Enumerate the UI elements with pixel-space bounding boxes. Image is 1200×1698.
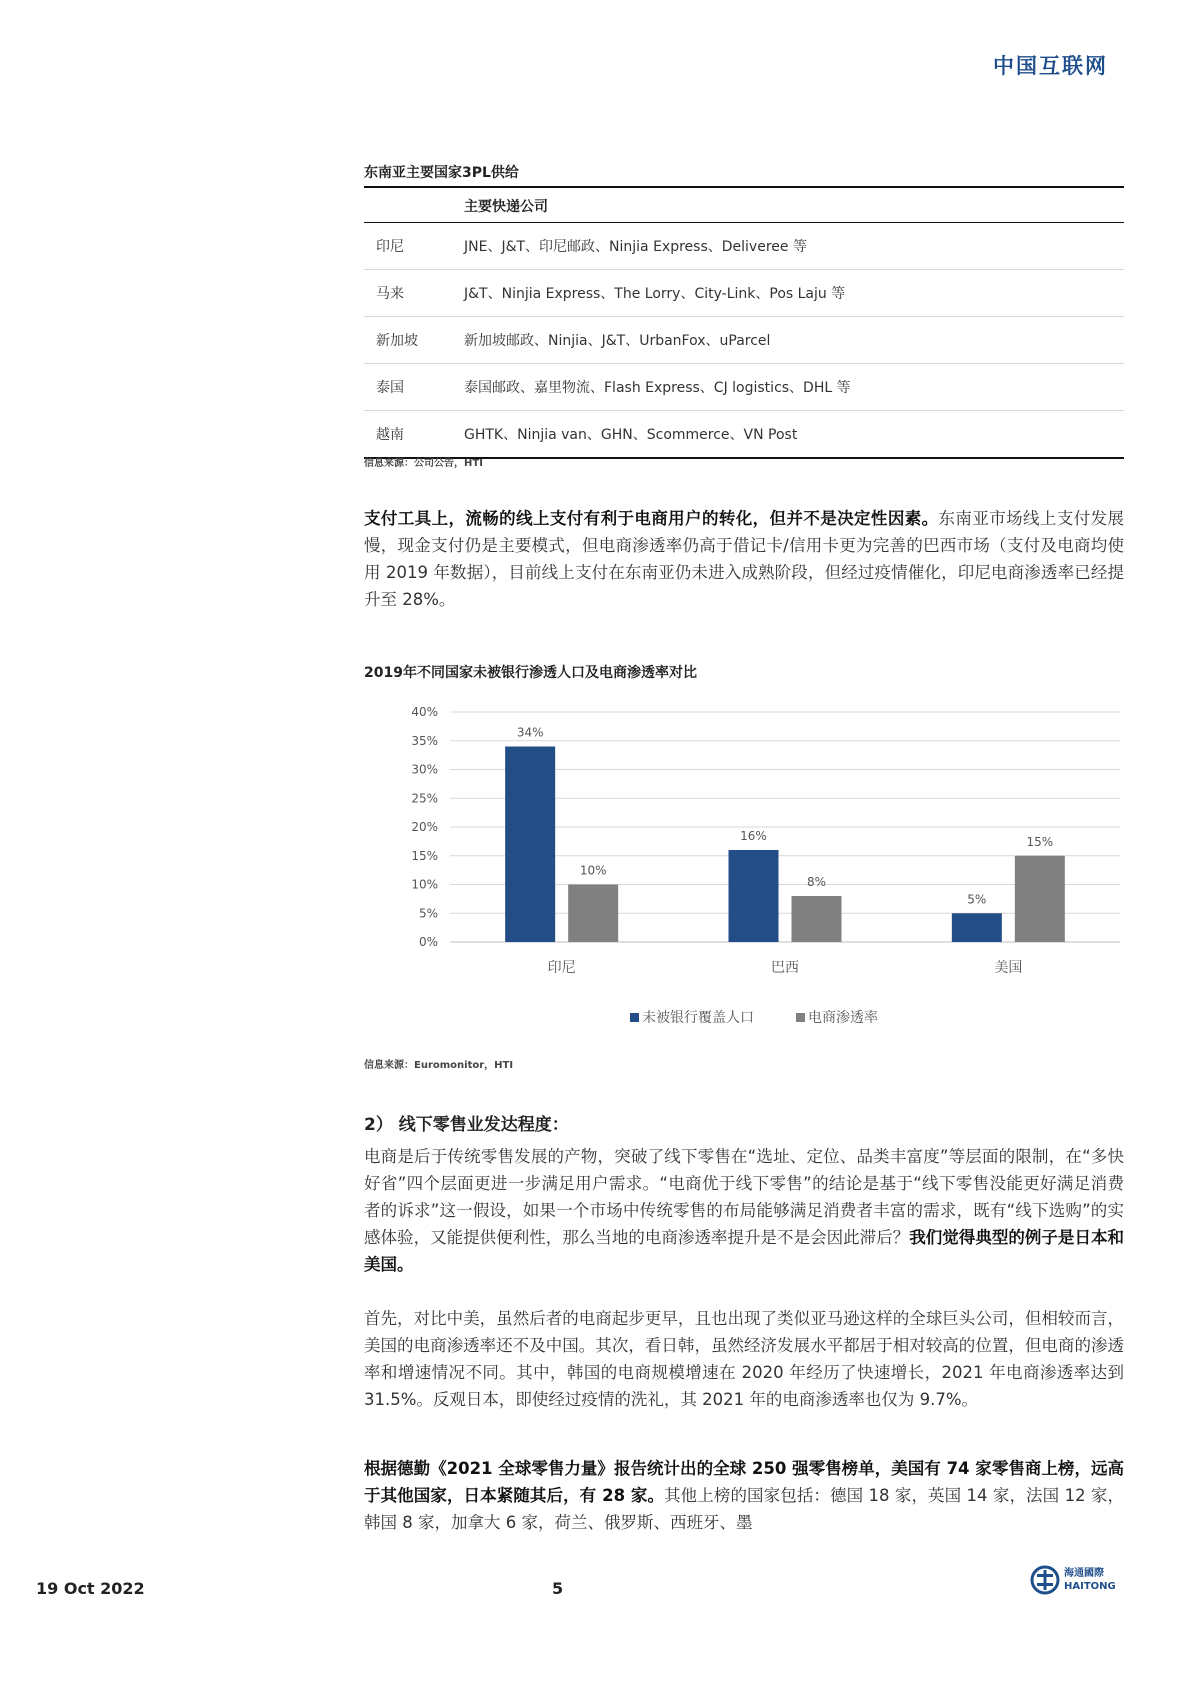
bar xyxy=(952,913,1002,942)
data-label: 10% xyxy=(579,863,607,878)
table-row xyxy=(364,270,1124,317)
paragraph-offline-retail-bold: 我们觉得典型的例子是日本和美国。 xyxy=(364,1228,1125,1274)
table-source: 信息来源：公司公告，HTI xyxy=(364,458,483,469)
paragraph-deloitte-bold: 根据德勤《2021 全球零售力量》报告统计出的全球 250 强零售榜单，美国有 74 家零售商上榜，远高于其他国家，日本紧随其后，有 28 家。 xyxy=(364,1459,1124,1505)
table-row xyxy=(364,223,1124,270)
table-cell-country: 泰国 xyxy=(364,364,464,411)
paragraph-offline-retail-text: 电商是后于传统零售发展的产物，突破了线下零售在“选址、定位、品类丰富度”等层面的限制，在“多快好省”四个层面更进一步满足用户需求。“电商优于线下零售”的结论是基于“线下零售没能更好满足消费者的诉求”这一假设，如果一个市场中传统零售的布局能够满足消费者丰富的需求，既有“线下选购”的实感体验，又能提供便利性，那么当地的电商渗透率提升是不是会因此滞后？ xyxy=(364,1147,1124,1247)
table-cell-country: 越南 xyxy=(376,427,404,443)
footer-page-number: 5 xyxy=(552,1579,564,1598)
footer-logo-cn: 海通國際 xyxy=(1064,1568,1104,1579)
y-tick-label: 35% xyxy=(411,733,438,748)
legend-label: 未被银行覆盖人口 xyxy=(642,1010,754,1026)
table-column-header: 主要快递公司 xyxy=(464,187,1124,223)
bar xyxy=(568,885,618,943)
paragraph-payment xyxy=(364,505,1124,613)
y-tick-label: 10% xyxy=(411,877,438,892)
table-cell-companies: 泰国邮政、嘉里物流、Flash Express、CJ logistics、DHL 等 xyxy=(464,364,1124,411)
data-label: 16% xyxy=(740,829,767,843)
bar xyxy=(1015,856,1065,942)
y-tick-label: 20% xyxy=(411,820,438,834)
table-cell-companies: JNE、J&T、印尼邮政、Ninjia Express、Deliveree 等 xyxy=(464,223,1124,270)
header-brand: 中国互联网 xyxy=(993,54,1108,78)
y-tick-label: 40% xyxy=(411,705,438,719)
table-cell-companies: J&T、Ninjia Express、The Lorry、City-Link、Pos Laju 等 xyxy=(464,270,1124,317)
legend-swatch xyxy=(630,1013,639,1022)
paragraph-deloitte xyxy=(364,1455,1124,1536)
legend-swatch xyxy=(796,1013,805,1022)
bar xyxy=(729,850,779,942)
table-cell-companies: 新加坡邮政、Ninjia、J&T、UrbanFox、uParcel xyxy=(464,317,1124,364)
y-tick-label: 5% xyxy=(418,906,438,921)
data-label: 8% xyxy=(806,875,827,889)
table-row xyxy=(364,364,1124,411)
table-cell-country: 印尼 xyxy=(364,223,464,270)
bar xyxy=(792,896,842,942)
table-cell-companies: GHTK、Ninjia van、GHN、Scommerce、VN Post xyxy=(464,427,798,443)
bar-chart xyxy=(390,700,1130,1040)
y-tick-label: 15% xyxy=(411,848,438,863)
paragraph-comparison: 首先，对比中美，虽然后者的电商起步更早，且也出现了类似亚马逊这样的全球巨头公司，但相较而言，美国的电商渗透率还不及中国。其次，看日韩，虽然经济发展水平都居于相对较高的位置，但电商的渗透率和增速情况不同。其中，韩国的电商规模增速在 2020 年经历了快速增长，2021 年电商渗透率达到 31.5%。反观日本，即使经过疫情的洗礼，其 2021 年的电商渗透率也仅为 9.7%。 xyxy=(364,1309,1124,1409)
data-label: 34% xyxy=(516,725,544,740)
haitong-logo-icon xyxy=(1030,1565,1060,1595)
paragraph-deloitte-text: 其他上榜的国家包括：德国 18 家，英国 14 家，法国 12 家，韩国 8 家，加拿大 6 家，荷兰、俄罗斯、西班牙、墨 xyxy=(364,1486,1124,1532)
footer-date: 19 Oct 2022 xyxy=(36,1579,145,1598)
table-title: 东南亚主要国家3PL供给 xyxy=(364,165,519,181)
table-row xyxy=(364,411,1124,459)
table-header-empty xyxy=(364,187,464,223)
footer-logo xyxy=(1030,1565,1116,1595)
table-row xyxy=(364,317,1124,364)
paragraph-offline-retail xyxy=(364,1143,1124,1278)
chart-title: 2019年不同国家未被银行渗透人口及电商渗透率对比 xyxy=(364,665,697,681)
section-heading: 2） 线下零售业发达程度： xyxy=(364,1115,569,1135)
x-tick-label: 美国 xyxy=(994,960,1023,976)
table-cell-country: 新加坡 xyxy=(364,317,464,364)
footer-logo-en: HAITONG xyxy=(1064,1581,1116,1592)
courier-table xyxy=(364,186,1124,459)
data-label: 5% xyxy=(967,892,987,907)
bar xyxy=(505,747,555,943)
x-tick-label: 巴西 xyxy=(771,960,799,976)
y-tick-label: 30% xyxy=(411,762,438,777)
legend-label: 电商渗透率 xyxy=(808,1010,878,1026)
chart-source: 信息来源：Euromonitor，HTI xyxy=(364,1060,514,1071)
paragraph-payment-bold: 支付工具上，流畅的线上支付有利于电商用户的转化，但并不是决定性因素。 xyxy=(364,509,939,528)
table-header-row xyxy=(364,187,1124,223)
x-tick-label: 印尼 xyxy=(547,960,576,976)
table-cell-country: 马来 xyxy=(364,270,464,317)
data-label: 15% xyxy=(1026,834,1054,849)
y-tick-label: 25% xyxy=(411,791,438,806)
y-tick-label: 0% xyxy=(418,935,438,949)
paragraph-payment-text: 东南亚市场线上支付发展慢，现金支付仍是主要模式，但电商渗透率仍高于借记卡/信用卡更为完善的巴西市场（支付及电商均使用 2019 年数据），目前线上支付在东南亚仍未进入成熟阶段，但经过疫情催化，印尼电商渗透率已经提升至 28%。 xyxy=(364,509,1125,609)
